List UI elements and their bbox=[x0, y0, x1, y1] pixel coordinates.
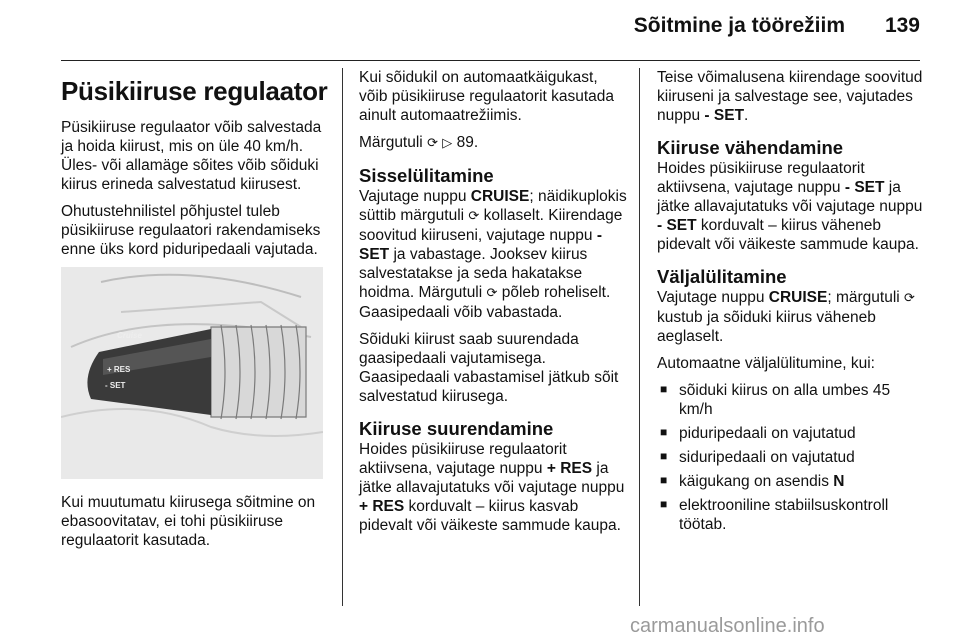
paragraph: Automaatne väljalülitumine, kui: bbox=[657, 355, 875, 372]
header-title: Sõitmine ja töörežiim bbox=[633, 14, 845, 37]
page-number: 139 bbox=[884, 14, 920, 37]
button-name: - SET bbox=[657, 217, 697, 234]
paragraph: Ohutustehnilistel põhjustel tuleb püsikiiruse regulaatori rakendamiseks enne üks kord piduripedaali vajutada. bbox=[61, 203, 321, 258]
column-3 bbox=[657, 68, 925, 539]
reference-arrow-icon: ▷ bbox=[442, 136, 453, 151]
button-name: + RES bbox=[359, 498, 405, 515]
text: ja jätke allavajutatuks või vajutage nuppu bbox=[657, 179, 923, 215]
list-item: ■ siduripedaali on vajutatud bbox=[657, 448, 925, 467]
text: Hoides püsikiiruse regulaatorit aktiivsena, vajutage nuppu bbox=[359, 441, 567, 477]
section-heading: Sisselülitamine bbox=[359, 165, 494, 186]
cruise-control-indicator-icon: ⟳ bbox=[427, 136, 438, 151]
text: põleb roheliselt. Gaasipedaali võib vabastada. bbox=[359, 284, 611, 321]
paragraph bbox=[657, 159, 925, 254]
button-name: + RES bbox=[546, 460, 593, 477]
section-heading: Kiiruse vähendamine bbox=[657, 137, 844, 158]
text: Märgutuli bbox=[359, 134, 428, 151]
cruise-control-indicator-icon: ⟳ bbox=[468, 209, 480, 224]
bullet-list bbox=[657, 381, 925, 534]
text: Vajutage nuppu bbox=[657, 289, 769, 306]
text: 89. bbox=[452, 134, 479, 151]
paragraph: Kui muutumatu kiirusega sõitmine on ebasoovitatav, ei tohi püsikiiruse regulaatorit kasutada. bbox=[61, 494, 316, 549]
list-item: ■ sõiduki kiirus on alla umbes 45 km/h bbox=[657, 381, 925, 419]
paragraph: Sõiduki kiirust saab suurendada gaasipedaali vajutamisega. Gaasipedaali vabastamisel jätkub sõit salvestatud kiirusega. bbox=[359, 331, 619, 405]
text: korduvalt – kiirus kasvab pidevalt või väikeste sammude kaupa. bbox=[359, 498, 621, 534]
column-1 bbox=[61, 68, 329, 558]
text: käigukang on asendis bbox=[679, 473, 834, 490]
text: ja vabastage. Jooksev kiirus salvestatakse ja seda hakatakse hoidma. Märgutuli bbox=[359, 246, 588, 301]
text: Hoides püsikiiruse regulaatorit aktiivsena, vajutage nuppu bbox=[657, 160, 865, 196]
paragraph bbox=[359, 440, 627, 535]
text: ; näidikuplokis süttib märgutuli bbox=[359, 188, 627, 224]
text: korduvalt – kiirus väheneb pidevalt või väikeste sammude kaupa. bbox=[657, 217, 919, 253]
button-name: - SET bbox=[704, 107, 745, 124]
paragraph bbox=[657, 68, 925, 125]
paragraph: Püsikiiruse regulaator võib salvestada ja hoida kiirust, mis on üle 40 km/h. Üles- või allamäge sõites võib sõiduki kiirus erineda salvestatud kiirusest. bbox=[61, 119, 322, 193]
cruise-control-indicator-icon: ⟳ bbox=[486, 286, 498, 301]
gear-position: N bbox=[833, 473, 845, 490]
text: Vajutage nuppu bbox=[359, 188, 471, 205]
button-name: CRUISE bbox=[470, 188, 530, 205]
cruise-lever-illustration bbox=[61, 267, 323, 479]
cruise-button-label: Cruise bbox=[117, 331, 142, 340]
list-item bbox=[657, 472, 925, 491]
button-name: - SET bbox=[844, 179, 885, 196]
header-rule bbox=[61, 60, 920, 61]
section-heading: Kiiruse suurendamine bbox=[359, 418, 554, 439]
list-item: ■ piduripedaali on vajutatud bbox=[657, 424, 925, 443]
column-divider bbox=[639, 68, 640, 606]
text: kollaselt. Kiirendage soovitud kiiruseni, vajutage nuppu bbox=[359, 207, 623, 244]
paragraph: Kui sõidukil on automaatkäigukast, võib püsikiiruse regulaatorit kasutada ainult automaatrežiimis. bbox=[359, 69, 615, 124]
text: Teise võimalusena kiirendage soovitud kiiruseni ja salvestage see, vajutades nuppu bbox=[657, 69, 923, 124]
column-2 bbox=[359, 68, 627, 543]
cruise-lever-drawing bbox=[61, 267, 323, 479]
text: ja jätke allavajutatuks või vajutage nuppu bbox=[359, 460, 625, 496]
section-heading: Väljalülitamine bbox=[657, 266, 787, 287]
set-button-label: - SET bbox=[105, 381, 126, 390]
button-name: - SET bbox=[359, 227, 602, 263]
paragraph bbox=[657, 288, 925, 346]
res-button-label: + RES bbox=[107, 365, 131, 374]
text: kustub ja sõiduki kiirus väheneb aeglaselt. bbox=[657, 309, 876, 345]
cruise-control-indicator-icon: ⟳ bbox=[904, 291, 915, 306]
paragraph bbox=[359, 133, 627, 153]
text: ; märgutuli bbox=[827, 289, 905, 306]
column-divider bbox=[342, 68, 343, 606]
watermark: carmanualsonline.info bbox=[630, 615, 825, 637]
paragraph bbox=[359, 187, 627, 322]
list-item: ■ elektrooniline stabiilsuskontroll töötab. bbox=[657, 496, 925, 534]
button-name: CRUISE bbox=[768, 289, 828, 306]
text: . bbox=[744, 107, 749, 124]
section-heading: Püsikiiruse regulaator bbox=[61, 76, 328, 106]
